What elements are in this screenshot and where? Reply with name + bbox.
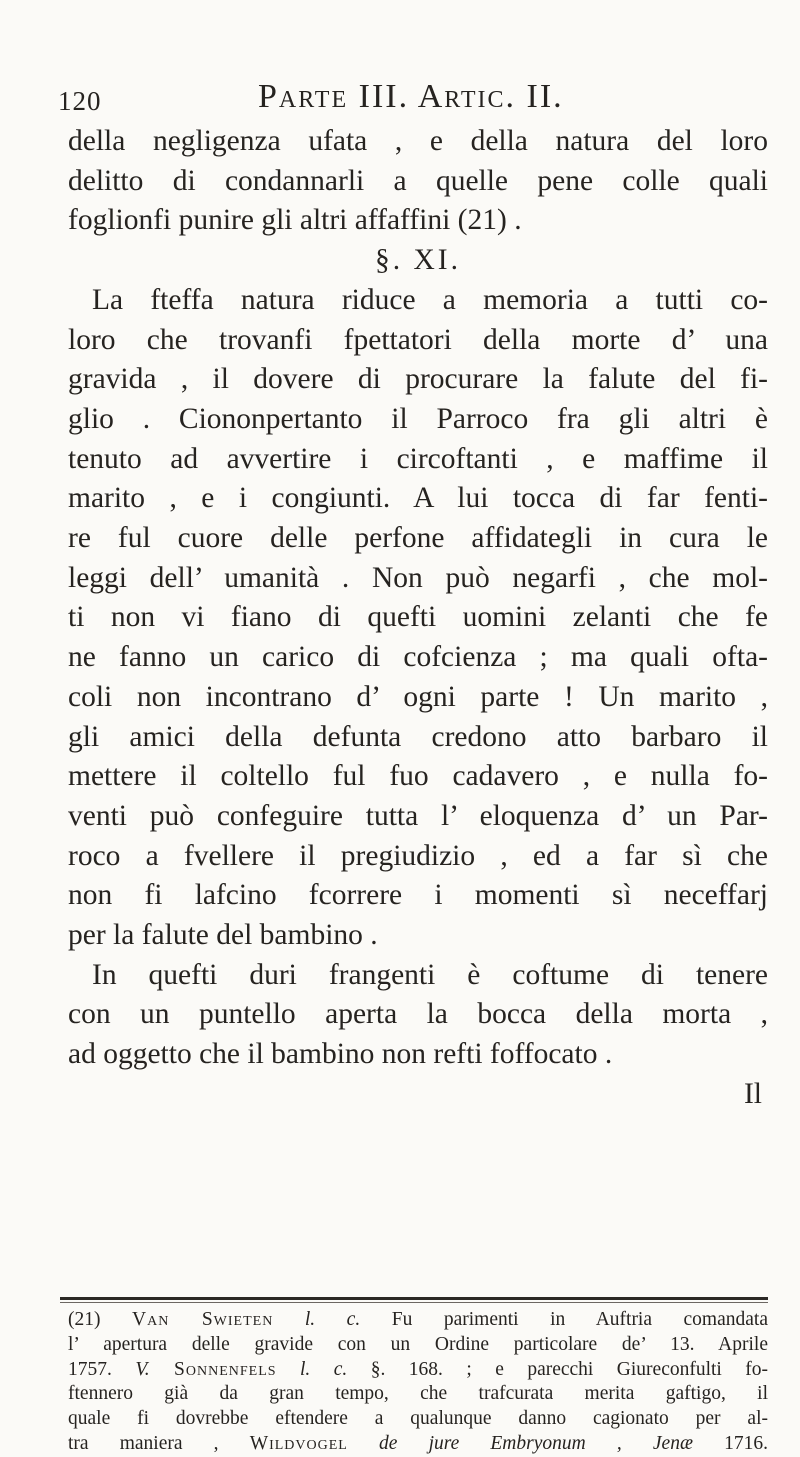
- footnote-line: l’ apertura delle gravide con un Ordine particolare de’ 13. Aprile: [68, 1333, 768, 1355]
- text-line: ad oggetto che il bambino non refti foffocato .: [68, 1038, 613, 1071]
- text-line: gravida , il dovere di procurare la falute del fi-: [68, 363, 768, 396]
- text-line: venti può confeguire tutta l’ eloquenza d’ un Par-: [68, 799, 768, 832]
- footnote-line: [68, 1358, 768, 1383]
- citation-ref: l. c.: [273, 1309, 361, 1330]
- text-line: marito , e i congiunti. A lui tocca di far fenti-: [68, 482, 768, 515]
- text-line: glio . Ciononpertanto il Parroco fra gli altri è: [68, 402, 768, 435]
- footnote-text: 1716.: [692, 1432, 768, 1454]
- text-line: non fi lafcino fcorrere i momenti sì neceffarj: [68, 879, 768, 912]
- footnote-line: quale fi dovrebbe eftendere a qualunque danno cagionato per al-: [68, 1408, 768, 1430]
- footnote-text: tra maniera ,: [68, 1432, 250, 1454]
- page-number: 120: [58, 86, 102, 116]
- text-line: ti non vi fiano di quefti uomini zelanti che fe: [68, 601, 768, 634]
- running-head: [58, 78, 768, 118]
- section-heading: §. XI.: [374, 244, 461, 277]
- text-line: della negligenza ufata , e della natura del loro: [68, 125, 768, 157]
- footnote-text: 1757.: [68, 1358, 136, 1380]
- text-line: re ful cuore delle perfone affidategli in cura le: [68, 522, 768, 555]
- text-line: per la falute del bambino .: [68, 919, 378, 952]
- text-line: loro che trovanfi fpettatori della morte d’ una: [68, 323, 768, 356]
- text-line: ne fanno un carico di cofcienza ; ma quali ofta-: [68, 641, 768, 674]
- footnote-text: §. 168. ; e parecchi Giureconfulti fo-: [347, 1358, 769, 1380]
- text-line: La fteffa natura riduce a memoria a tutti co-: [92, 283, 768, 316]
- text-line: con un puntello aperta la bocca della morta ,: [68, 998, 768, 1031]
- footnote-marker: (21): [68, 1309, 133, 1330]
- text-line: foglionfi punire gli altri affaffini (21) .: [68, 204, 522, 237]
- text-line: tenuto ad avvertire i circoftanti , e maffime il: [68, 442, 768, 475]
- text-line: delitto di condannarli a quelle pene colle quali: [68, 164, 768, 197]
- author-name: Wildvogel: [249, 1432, 348, 1454]
- citation-ref: V.: [135, 1358, 150, 1380]
- footnote-line: [68, 1432, 768, 1457]
- text-line: mettere il coltello ful fuo cadavero , e nulla fo-: [68, 760, 768, 793]
- catchword: Il: [743, 1077, 762, 1110]
- text-line: gli amici della defunta credono atto barbaro il: [68, 720, 768, 753]
- footnote-rule: [60, 1297, 768, 1303]
- footnote-text: Fu parimenti in Auftria comandata: [360, 1309, 768, 1330]
- main-text: [68, 122, 768, 1115]
- text-line: In quefti duri frangenti è coftume di tenere: [92, 958, 768, 991]
- footnote: [68, 1308, 768, 1457]
- text-line: leggi dell’ umanità . Non può negarfi , che mol-: [68, 561, 768, 594]
- author-name: Van Swieten: [132, 1309, 274, 1330]
- footnote-line: [68, 1308, 768, 1333]
- citation-ref: l. c.: [276, 1358, 348, 1380]
- citation-title: de jure Embryonum , Jenæ: [347, 1432, 693, 1454]
- running-title: Parte III. Artic. II.: [258, 78, 564, 115]
- footnote-line: ftennero già da gran tempo, che trafcurata merita gaftigo, il: [68, 1383, 768, 1405]
- text-line: coli non incontrano d’ ogni parte ! Un marito ,: [68, 680, 768, 713]
- text-line: roco a fvellere il pregiudizio , ed a far sì che: [68, 839, 768, 872]
- author-name: Sonnenfels: [149, 1358, 277, 1380]
